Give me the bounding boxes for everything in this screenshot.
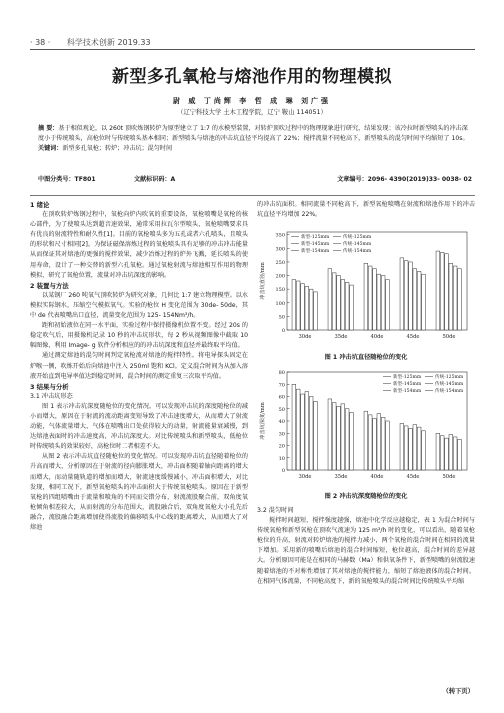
y-axis-label: 冲击坑深度/mm: [260, 402, 266, 440]
bar: [341, 404, 345, 470]
x-tick-label: 35de: [334, 474, 348, 480]
y-tick-label: 20: [278, 443, 285, 450]
bar: [409, 262, 413, 330]
bar: [332, 403, 336, 470]
bar: [458, 439, 462, 470]
bar: [345, 282, 349, 330]
bar: [377, 414, 381, 470]
bar: [314, 292, 318, 330]
bar: [458, 269, 462, 330]
legend-label: 传统-154mm: [343, 249, 372, 254]
bar: [386, 280, 390, 330]
bar: [386, 421, 390, 470]
legend-label: 新型-145mm: [393, 382, 422, 387]
bar: [368, 266, 372, 330]
y-axis-label: 冲击坑直径/mm: [260, 262, 266, 300]
bar: [400, 258, 404, 330]
bar: [413, 425, 417, 470]
bar: [453, 266, 457, 330]
classification-line: [38, 174, 472, 184]
bar: [350, 285, 354, 330]
bar: [436, 433, 440, 470]
legend-label: 新型-125mm: [301, 235, 330, 240]
bar: [440, 252, 444, 330]
bar: [301, 284, 305, 330]
keywords-text: 新型多孔氧枪；转炉；冲击坑；混匀时间: [62, 145, 173, 152]
x-tick-label: 45de: [406, 474, 420, 480]
continued-text: 的冲击坑面积。相同流量不同枪高下，新型氧枪喷嘴在射流和熔池作用下的冲击坑直径平均增加 22%。: [257, 201, 475, 219]
legend-label: 传统-145mm: [435, 382, 464, 387]
section-1-para: 在顶吹转炉炼钢过程中，氧枪向炉内吹氧的重要设备，氧枪喷嘴是氧枪的核心部件，为了使喷头达到超音速效果，通常采用拉瓦尔型喷头，氧枪喷嘴要求具有优良的射流特性和耐久性[1]。目前的氧枪喷头多为五孔或者六孔喷头，且喷头的形状和尺寸相同[2]。为保证磁保溶炼过程的氧枪喷头具有足够的冲击冲击能量从而保证其对熔池的更强的搅拌效果，减少冶炼过程的炉外飞溅，延长喷头的使用寿命，设计了一种交替的新型六孔氧枪。通过氧枪射流与熔池相互作用的物理模拟，研究了氧枪位置，流量对冲击坑深度的影响。: [30, 211, 248, 279]
y-tick-label: 200: [275, 273, 285, 280]
y-tick-label: 70: [278, 382, 285, 389]
legend-label: 新型-145mm: [301, 242, 330, 247]
bar: [337, 406, 341, 470]
right-column-bottom: [257, 506, 475, 587]
bar: [449, 434, 453, 470]
figure-1-caption: 图 1 冲击坑直径随枪位的变化: [324, 354, 408, 361]
section-2-para-3: 通过测定熔池的混匀时间判定氧枪流对熔池的搅拌特性。将电导探头固定在炉喉一侧，吹炼开始后向熔池中注入 250ml 饱和 KCl。定义混合时间为从加入溶液开始直到电导率值达到稳定时间，混合时间的测定重复三次取平均值。: [30, 352, 248, 380]
section-1-title: 1 绪论: [30, 201, 50, 209]
bar: [292, 384, 296, 470]
paper-title: 新型多孔氧枪与熔池作用的物理模拟: [112, 67, 392, 87]
figure-2-caption: 图 2 冲击坑深度随枪位的变化: [324, 493, 408, 500]
bar: [305, 286, 309, 330]
bar: [328, 269, 332, 330]
x-tick-label: 40de: [370, 334, 384, 340]
bar: [422, 274, 426, 330]
bar: [305, 392, 309, 470]
section-2-para-2: 距和初始液位在同一水平面，实验过程中保持摄像机位置不变。经过 20s 的稳定吹气后，用摄像机记录 10 秒的冲击坑形状，每 2 秒从视频图像中截取 10 幅图像，利用 Image- g 软件分析相应的的冲击坑深度和直径并最终取平均值。: [30, 322, 248, 350]
x-tick-label: 35de: [334, 334, 348, 340]
section-3-2-title: 3.2 混匀时间: [257, 507, 294, 514]
legend-label: 新型-154mm: [393, 389, 422, 394]
bar: [292, 280, 296, 330]
legend-label: 传统-125mm: [343, 235, 372, 240]
x-tick-label: 30de: [298, 334, 312, 340]
bar: [345, 409, 349, 470]
x-tick-label: 40de: [370, 474, 384, 480]
abstract-label: 摘 要：: [38, 125, 59, 132]
y-tick-label: 0: [281, 468, 285, 474]
x-tick-label: 50de: [442, 474, 456, 480]
bar: [350, 412, 354, 470]
bar: [417, 427, 421, 470]
section-3-1-title: 3.1 冲击坑形态: [30, 392, 73, 400]
y-tick-label: 10: [278, 455, 285, 462]
section-3-1-para-1: 图 1 表示冲击坑深度随枪位的变化情况。可以发现冲击坑的深度随枪位的减小而增大，原因在于射流的流动距离变短导致了冲击速度增大，从而增大了射流动能，气体流量增大、气体在喷嘴出口处获得较大的动量，射流能量衰减慢，到达熔池表面时的冲击速度高，冲击坑深度大。对比传统喷头和新型喷头，低枪位时传统喷头的效果较好，高枪位时二者相差不大。: [30, 402, 248, 451]
bar: [404, 261, 408, 330]
document-code: 文献标识码：A: [134, 176, 176, 183]
section-3-title: 3 结果与分析: [30, 382, 69, 391]
figure-1-chart: [257, 226, 475, 346]
journal-name: 科学技术创新 2019.33: [66, 38, 151, 47]
keywords-label: 关键词：: [38, 145, 63, 152]
authors: 尉 威 丁尚辉 李 哲 成 琳 刘广强: [172, 97, 332, 105]
bar: [309, 397, 313, 471]
bar: [332, 273, 336, 330]
y-tick-label: 80: [278, 370, 285, 376]
legend-label: 传统-145mm: [343, 242, 372, 247]
bar: [417, 271, 421, 330]
abstract: [38, 124, 472, 154]
bar: [328, 399, 332, 470]
bar: [377, 274, 381, 330]
continued-next-page: （转下页）: [442, 688, 474, 695]
bar: [364, 263, 368, 330]
bar: [400, 423, 404, 470]
y-tick-label: 300: [275, 246, 285, 253]
affiliation: （辽宁科技大学 土木工程学院，辽宁 鞍山 114051）: [177, 109, 327, 116]
y-tick-label: 100: [275, 300, 285, 307]
y-tick-label: 150: [275, 287, 285, 294]
x-tick-label: 50de: [442, 334, 456, 340]
running-header: [30, 37, 151, 48]
legend-label: 新型-154mm: [301, 249, 330, 254]
x-tick-label: 45de: [406, 334, 420, 340]
x-tick-label: 30de: [298, 474, 312, 480]
bar: [373, 419, 377, 470]
bar: [381, 417, 385, 470]
bar: [453, 437, 457, 470]
bar: [409, 428, 413, 470]
bar: [436, 251, 440, 330]
bar: [404, 426, 408, 470]
figure-2-chart: [257, 366, 475, 486]
bar: [413, 269, 417, 330]
y-tick-label: 40: [278, 419, 285, 425]
bar: [373, 269, 377, 330]
page-number: · 38 ·: [30, 38, 51, 47]
legend-label: 传统-154mm: [435, 389, 464, 394]
bar: [296, 281, 300, 330]
bar: [440, 436, 444, 470]
article-number: 文章编号：2096- 4390(2019)33- 0038- 02: [337, 176, 472, 183]
bar: [337, 276, 341, 330]
bar: [422, 431, 426, 470]
bar: [381, 276, 385, 330]
y-tick-label: 60: [278, 394, 285, 401]
y-tick-label: 50: [278, 406, 285, 413]
abstract-text: 基于相似观论，以 260t 顶吹炼钢转炉为原型建立了 1:7 的水模型装置，对转炉顶吹过程中的物理现象进行研究，结果发现：该冷拉时新型喷头的冲击深度小于传统喷头，高枪位时与传统喷头基本相同；新型喷头与熔池的冲击坑直径平均提高了 22%；搅拌流量不同枪高下，新型喷头的混匀时间平均缩短了 10s。: [38, 125, 469, 142]
legend-label: 新型-125mm: [393, 375, 422, 380]
section-rule: [30, 195, 475, 196]
right-column-top: [257, 200, 475, 220]
y-tick-label: 30: [278, 431, 285, 438]
bar: [445, 254, 449, 330]
y-tick-label: 50: [278, 314, 285, 321]
bar: [309, 289, 313, 330]
section-2-para-1: 以某钢厂 260 吨氧气顶吹转炉为研究对象，几何比 1:7 建立物理模型。以水模拟实际钢水，压缩空气模拟氧气。实验的枪位 H 变化范围为 30de- 50de，其中 de 代表喷嘴出口直径，流量变化范围为 125- 154Nm³/h。: [30, 291, 248, 320]
header-rule: [30, 49, 475, 50]
bar: [301, 394, 305, 470]
section-3-2-para: 搅拌时间越短，搅拌强度越强，熔池中化学反应越稳定，表 1 为混合时间与传统氧枪和新型氧枪在顶吹气流速为 125 m³/h 时的变化，可以看出，随着氧枪枪位的升高，射流对转炉熔池的搅拌力减小，两个氧枪的混合时间在相同的流量下增加。采用新的喷嘴后熔池的混合时间缩短，枪位越高，混合时间的差异越大。分析原因可能是在相同的马赫数（Ma）和供氧条件下，新型喷嘴的射流股速随着熔池的不对称性增加了其对熔池的搅拌能力，缩短了熔池液体的混合时间。在相同气体流量，不同枪高度下，新的氧枪喷头的混合时间比传统喷头平均缩: [257, 517, 475, 585]
bar: [341, 280, 345, 330]
y-tick-label: 250: [275, 259, 285, 266]
bar: [296, 389, 300, 470]
bar: [449, 263, 453, 330]
section-3-1-para-2: 从图 2 表示冲击坑直径随枪位的变化情况。可以发现冲击坑直径随着枪位的升高而增大，分析原因在于射流的径向膨胀增大，冲击面积随着轴向距离的增大而增大，而动量随轨道的增加而增大，射流速度缓慢减小，冲击面积增大，对比发现，相同工况下，新型氧枪喷头的冲击面积大于传统氧枪喷头。原因在于新型氧枪的四组喷嘴由于流量和喷角的不同而交错分布，射流流股聚合前，双角度氧枪倾角相差较大，从而射流的分布范围大，流股融合后，双角度氧枪大小孔先后融合，流股融合距离增加使得流股的偏移喷头中心线的距离增大，从而增大了对熔池: [30, 453, 248, 531]
left-column: [30, 200, 248, 533]
bar: [368, 415, 372, 470]
bar: [445, 438, 449, 470]
bar: [364, 411, 368, 470]
y-tick-label: 0: [281, 328, 285, 334]
y-tick-label: 350: [275, 232, 285, 239]
bar: [314, 401, 318, 470]
legend-label: 传统-125mm: [435, 375, 464, 380]
clc-number: 中图分类号：TF801: [38, 176, 96, 183]
section-2-title: 2 装置与方法: [30, 281, 69, 290]
